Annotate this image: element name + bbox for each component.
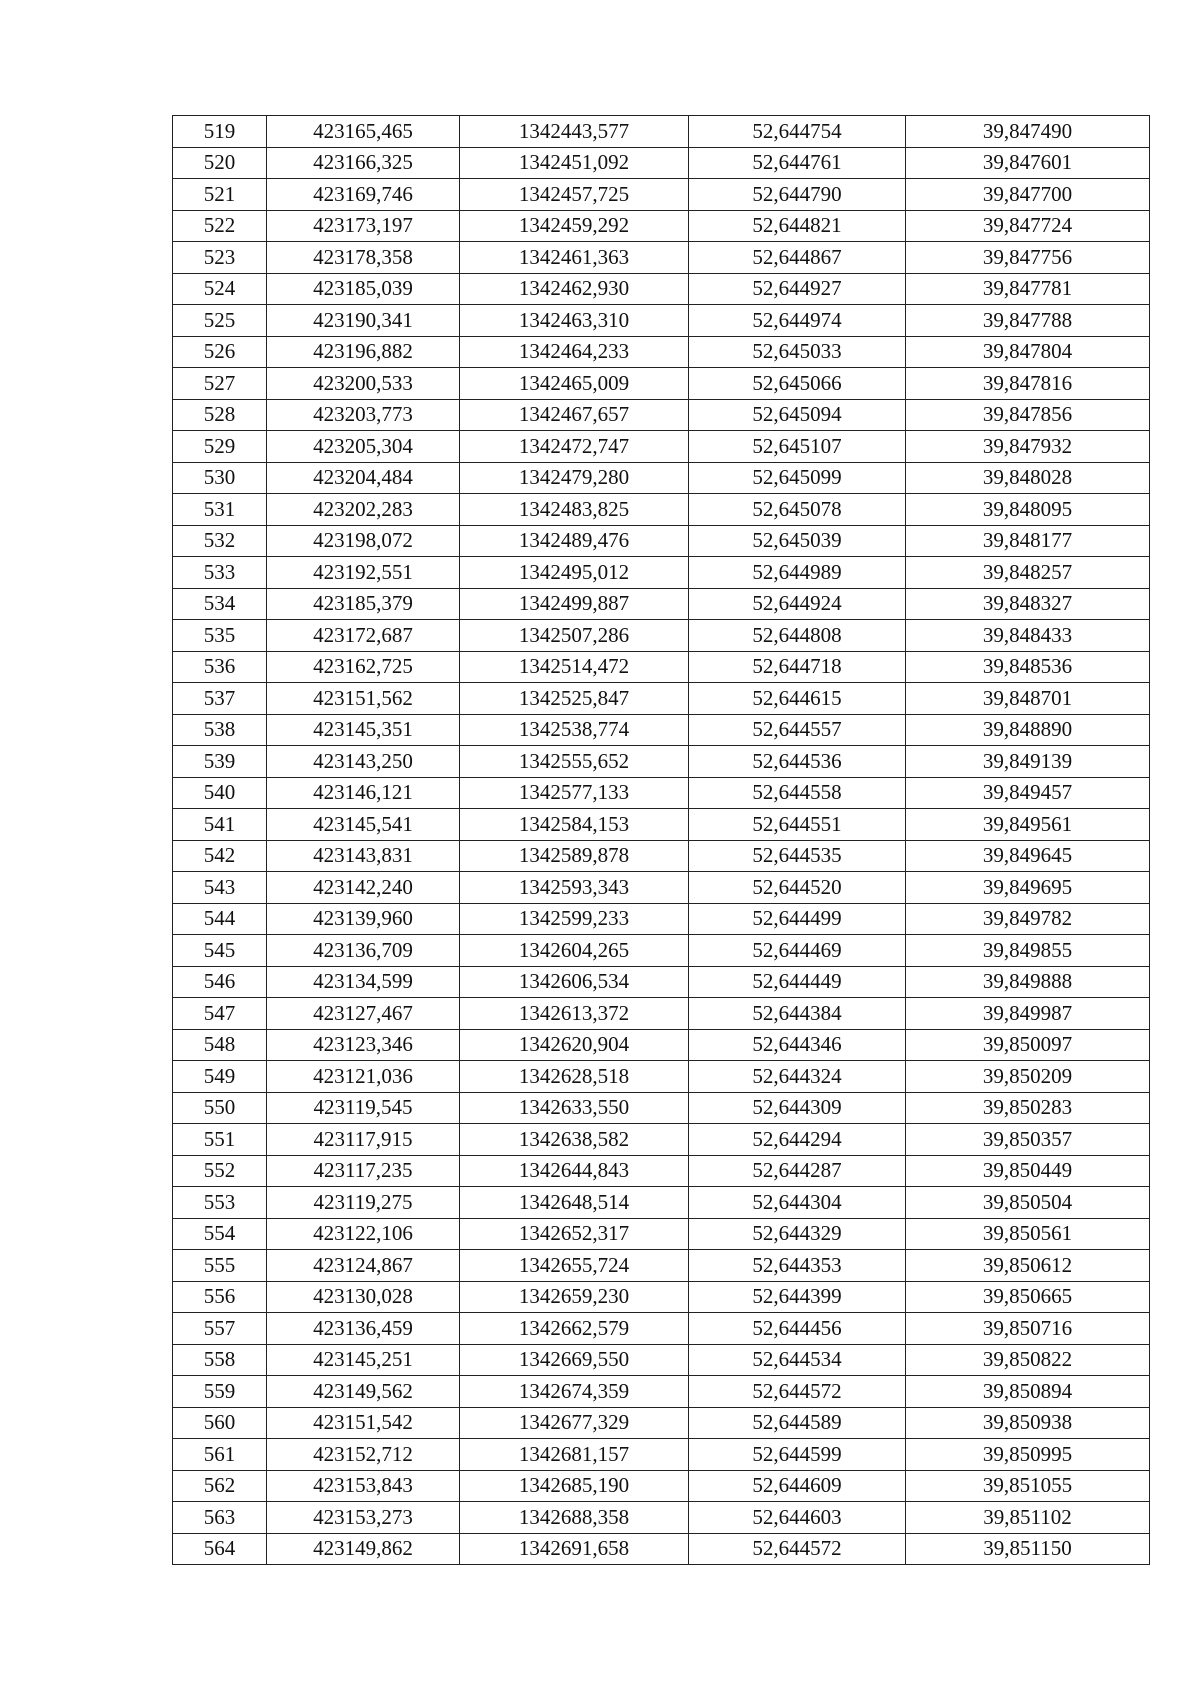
- latitude-cell: 52,644558: [689, 777, 906, 809]
- latitude-cell: 52,644557: [689, 714, 906, 746]
- x-coordinate-cell: 423200,533: [267, 368, 460, 400]
- y-coordinate-cell: 1342599,233: [460, 903, 689, 935]
- longitude-cell: 39,847700: [906, 179, 1150, 211]
- table-row: [173, 1376, 1150, 1408]
- table-row: [173, 1470, 1150, 1502]
- table-row: [173, 1218, 1150, 1250]
- latitude-cell: 52,645094: [689, 399, 906, 431]
- coordinates-table-body: [173, 116, 1150, 1565]
- longitude-cell: 39,850504: [906, 1187, 1150, 1219]
- table-row: [173, 210, 1150, 242]
- table-row: [173, 1029, 1150, 1061]
- y-coordinate-cell: 1342464,233: [460, 336, 689, 368]
- y-coordinate-cell: 1342662,579: [460, 1313, 689, 1345]
- longitude-cell: 39,850283: [906, 1092, 1150, 1124]
- latitude-cell: 52,645039: [689, 525, 906, 557]
- x-coordinate-cell: 423119,275: [267, 1187, 460, 1219]
- longitude-cell: 39,849561: [906, 809, 1150, 841]
- x-coordinate-cell: 423169,746: [267, 179, 460, 211]
- y-coordinate-cell: 1342489,476: [460, 525, 689, 557]
- coordinates-table: [172, 115, 1150, 1565]
- longitude-cell: 39,848433: [906, 620, 1150, 652]
- y-coordinate-cell: 1342633,550: [460, 1092, 689, 1124]
- point-number-cell: 525: [173, 305, 267, 337]
- latitude-cell: 52,644867: [689, 242, 906, 274]
- point-number-cell: 556: [173, 1281, 267, 1313]
- y-coordinate-cell: 1342677,329: [460, 1407, 689, 1439]
- latitude-cell: 52,645078: [689, 494, 906, 526]
- table-row: [173, 1439, 1150, 1471]
- table-row: [173, 1407, 1150, 1439]
- y-coordinate-cell: 1342555,652: [460, 746, 689, 778]
- table-row: [173, 147, 1150, 179]
- x-coordinate-cell: 423121,036: [267, 1061, 460, 1093]
- latitude-cell: 52,644353: [689, 1250, 906, 1282]
- table-row: [173, 336, 1150, 368]
- latitude-cell: 52,644520: [689, 872, 906, 904]
- x-coordinate-cell: 423151,562: [267, 683, 460, 715]
- latitude-cell: 52,644535: [689, 840, 906, 872]
- y-coordinate-cell: 1342606,534: [460, 966, 689, 998]
- x-coordinate-cell: 423134,599: [267, 966, 460, 998]
- y-coordinate-cell: 1342628,518: [460, 1061, 689, 1093]
- table-row: [173, 1155, 1150, 1187]
- x-coordinate-cell: 423136,709: [267, 935, 460, 967]
- point-number-cell: 541: [173, 809, 267, 841]
- latitude-cell: 52,644449: [689, 966, 906, 998]
- table-row: [173, 368, 1150, 400]
- x-coordinate-cell: 423203,773: [267, 399, 460, 431]
- table-row: [173, 1281, 1150, 1313]
- table-row: [173, 777, 1150, 809]
- table-row: [173, 273, 1150, 305]
- x-coordinate-cell: 423143,250: [267, 746, 460, 778]
- point-number-cell: 548: [173, 1029, 267, 1061]
- y-coordinate-cell: 1342461,363: [460, 242, 689, 274]
- longitude-cell: 39,849888: [906, 966, 1150, 998]
- table-row: [173, 966, 1150, 998]
- point-number-cell: 536: [173, 651, 267, 683]
- x-coordinate-cell: 423173,197: [267, 210, 460, 242]
- table-row: [173, 116, 1150, 148]
- point-number-cell: 526: [173, 336, 267, 368]
- y-coordinate-cell: 1342499,887: [460, 588, 689, 620]
- table-row: [173, 305, 1150, 337]
- table-row: [173, 431, 1150, 463]
- table-row: [173, 179, 1150, 211]
- point-number-cell: 540: [173, 777, 267, 809]
- latitude-cell: 52,644294: [689, 1124, 906, 1156]
- x-coordinate-cell: 423196,882: [267, 336, 460, 368]
- table-row: [173, 903, 1150, 935]
- latitude-cell: 52,644718: [689, 651, 906, 683]
- latitude-cell: 52,644609: [689, 1470, 906, 1502]
- y-coordinate-cell: 1342507,286: [460, 620, 689, 652]
- latitude-cell: 52,644589: [689, 1407, 906, 1439]
- latitude-cell: 52,644599: [689, 1439, 906, 1471]
- x-coordinate-cell: 423149,862: [267, 1533, 460, 1565]
- latitude-cell: 52,644469: [689, 935, 906, 967]
- x-coordinate-cell: 423205,304: [267, 431, 460, 463]
- y-coordinate-cell: 1342584,153: [460, 809, 689, 841]
- longitude-cell: 39,851102: [906, 1502, 1150, 1534]
- table-row: [173, 809, 1150, 841]
- point-number-cell: 538: [173, 714, 267, 746]
- longitude-cell: 39,849987: [906, 998, 1150, 1030]
- x-coordinate-cell: 423119,545: [267, 1092, 460, 1124]
- y-coordinate-cell: 1342655,724: [460, 1250, 689, 1282]
- latitude-cell: 52,644989: [689, 557, 906, 589]
- y-coordinate-cell: 1342465,009: [460, 368, 689, 400]
- y-coordinate-cell: 1342688,358: [460, 1502, 689, 1534]
- latitude-cell: 52,645033: [689, 336, 906, 368]
- latitude-cell: 52,644456: [689, 1313, 906, 1345]
- y-coordinate-cell: 1342451,092: [460, 147, 689, 179]
- longitude-cell: 39,848890: [906, 714, 1150, 746]
- latitude-cell: 52,644329: [689, 1218, 906, 1250]
- latitude-cell: 52,644924: [689, 588, 906, 620]
- longitude-cell: 39,849645: [906, 840, 1150, 872]
- longitude-cell: 39,847932: [906, 431, 1150, 463]
- y-coordinate-cell: 1342593,343: [460, 872, 689, 904]
- point-number-cell: 524: [173, 273, 267, 305]
- table-row: [173, 1124, 1150, 1156]
- point-number-cell: 549: [173, 1061, 267, 1093]
- point-number-cell: 535: [173, 620, 267, 652]
- table-row: [173, 714, 1150, 746]
- latitude-cell: 52,644603: [689, 1502, 906, 1534]
- latitude-cell: 52,644384: [689, 998, 906, 1030]
- point-number-cell: 560: [173, 1407, 267, 1439]
- x-coordinate-cell: 423178,358: [267, 242, 460, 274]
- y-coordinate-cell: 1342577,133: [460, 777, 689, 809]
- x-coordinate-cell: 423165,465: [267, 116, 460, 148]
- x-coordinate-cell: 423117,235: [267, 1155, 460, 1187]
- point-number-cell: 537: [173, 683, 267, 715]
- table-row: [173, 557, 1150, 589]
- point-number-cell: 523: [173, 242, 267, 274]
- table-row: [173, 872, 1150, 904]
- point-number-cell: 562: [173, 1470, 267, 1502]
- x-coordinate-cell: 423130,028: [267, 1281, 460, 1313]
- table-row: [173, 1187, 1150, 1219]
- table-row: [173, 399, 1150, 431]
- table-row: [173, 840, 1150, 872]
- point-number-cell: 564: [173, 1533, 267, 1565]
- x-coordinate-cell: 423185,379: [267, 588, 460, 620]
- point-number-cell: 529: [173, 431, 267, 463]
- x-coordinate-cell: 423198,072: [267, 525, 460, 557]
- point-number-cell: 539: [173, 746, 267, 778]
- longitude-cell: 39,848028: [906, 462, 1150, 494]
- latitude-cell: 52,644808: [689, 620, 906, 652]
- point-number-cell: 547: [173, 998, 267, 1030]
- latitude-cell: 52,644572: [689, 1533, 906, 1565]
- longitude-cell: 39,850097: [906, 1029, 1150, 1061]
- longitude-cell: 39,848536: [906, 651, 1150, 683]
- y-coordinate-cell: 1342463,310: [460, 305, 689, 337]
- longitude-cell: 39,848177: [906, 525, 1150, 557]
- point-number-cell: 551: [173, 1124, 267, 1156]
- point-number-cell: 542: [173, 840, 267, 872]
- longitude-cell: 39,847781: [906, 273, 1150, 305]
- x-coordinate-cell: 423142,240: [267, 872, 460, 904]
- y-coordinate-cell: 1342538,774: [460, 714, 689, 746]
- point-number-cell: 528: [173, 399, 267, 431]
- latitude-cell: 52,644572: [689, 1376, 906, 1408]
- table-row: [173, 525, 1150, 557]
- x-coordinate-cell: 423190,341: [267, 305, 460, 337]
- longitude-cell: 39,847816: [906, 368, 1150, 400]
- longitude-cell: 39,850449: [906, 1155, 1150, 1187]
- longitude-cell: 39,848095: [906, 494, 1150, 526]
- y-coordinate-cell: 1342685,190: [460, 1470, 689, 1502]
- table-row: [173, 494, 1150, 526]
- y-coordinate-cell: 1342514,472: [460, 651, 689, 683]
- point-number-cell: 552: [173, 1155, 267, 1187]
- latitude-cell: 52,644821: [689, 210, 906, 242]
- longitude-cell: 39,847856: [906, 399, 1150, 431]
- point-number-cell: 527: [173, 368, 267, 400]
- x-coordinate-cell: 423185,039: [267, 273, 460, 305]
- x-coordinate-cell: 423123,346: [267, 1029, 460, 1061]
- point-number-cell: 531: [173, 494, 267, 526]
- table-row: [173, 588, 1150, 620]
- point-number-cell: 532: [173, 525, 267, 557]
- longitude-cell: 39,850894: [906, 1376, 1150, 1408]
- latitude-cell: 52,644346: [689, 1029, 906, 1061]
- x-coordinate-cell: 423192,551: [267, 557, 460, 589]
- latitude-cell: 52,644536: [689, 746, 906, 778]
- x-coordinate-cell: 423145,541: [267, 809, 460, 841]
- latitude-cell: 52,644551: [689, 809, 906, 841]
- y-coordinate-cell: 1342479,280: [460, 462, 689, 494]
- longitude-cell: 39,848701: [906, 683, 1150, 715]
- point-number-cell: 533: [173, 557, 267, 589]
- point-number-cell: 554: [173, 1218, 267, 1250]
- point-number-cell: 558: [173, 1344, 267, 1376]
- longitude-cell: 39,849782: [906, 903, 1150, 935]
- y-coordinate-cell: 1342467,657: [460, 399, 689, 431]
- latitude-cell: 52,645099: [689, 462, 906, 494]
- x-coordinate-cell: 423149,562: [267, 1376, 460, 1408]
- latitude-cell: 52,644761: [689, 147, 906, 179]
- y-coordinate-cell: 1342659,230: [460, 1281, 689, 1313]
- table-row: [173, 1344, 1150, 1376]
- longitude-cell: 39,848327: [906, 588, 1150, 620]
- longitude-cell: 39,850209: [906, 1061, 1150, 1093]
- x-coordinate-cell: 423117,915: [267, 1124, 460, 1156]
- y-coordinate-cell: 1342589,878: [460, 840, 689, 872]
- x-coordinate-cell: 423162,725: [267, 651, 460, 683]
- latitude-cell: 52,644974: [689, 305, 906, 337]
- table-row: [173, 620, 1150, 652]
- latitude-cell: 52,644287: [689, 1155, 906, 1187]
- longitude-cell: 39,849855: [906, 935, 1150, 967]
- y-coordinate-cell: 1342525,847: [460, 683, 689, 715]
- y-coordinate-cell: 1342620,904: [460, 1029, 689, 1061]
- longitude-cell: 39,848257: [906, 557, 1150, 589]
- x-coordinate-cell: 423146,121: [267, 777, 460, 809]
- y-coordinate-cell: 1342443,577: [460, 116, 689, 148]
- y-coordinate-cell: 1342472,747: [460, 431, 689, 463]
- x-coordinate-cell: 423145,351: [267, 714, 460, 746]
- latitude-cell: 52,644304: [689, 1187, 906, 1219]
- table-row: [173, 242, 1150, 274]
- point-number-cell: 522: [173, 210, 267, 242]
- point-number-cell: 519: [173, 116, 267, 148]
- point-number-cell: 546: [173, 966, 267, 998]
- point-number-cell: 557: [173, 1313, 267, 1345]
- x-coordinate-cell: 423153,273: [267, 1502, 460, 1534]
- longitude-cell: 39,847724: [906, 210, 1150, 242]
- point-number-cell: 563: [173, 1502, 267, 1534]
- latitude-cell: 52,644927: [689, 273, 906, 305]
- table-row: [173, 462, 1150, 494]
- y-coordinate-cell: 1342638,582: [460, 1124, 689, 1156]
- point-number-cell: 520: [173, 147, 267, 179]
- table-row: [173, 935, 1150, 967]
- y-coordinate-cell: 1342669,550: [460, 1344, 689, 1376]
- x-coordinate-cell: 423124,867: [267, 1250, 460, 1282]
- longitude-cell: 39,850716: [906, 1313, 1150, 1345]
- longitude-cell: 39,850612: [906, 1250, 1150, 1282]
- longitude-cell: 39,851055: [906, 1470, 1150, 1502]
- longitude-cell: 39,849457: [906, 777, 1150, 809]
- latitude-cell: 52,644754: [689, 116, 906, 148]
- table-row: [173, 1061, 1150, 1093]
- point-number-cell: 553: [173, 1187, 267, 1219]
- x-coordinate-cell: 423153,843: [267, 1470, 460, 1502]
- x-coordinate-cell: 423166,325: [267, 147, 460, 179]
- point-number-cell: 543: [173, 872, 267, 904]
- point-number-cell: 534: [173, 588, 267, 620]
- y-coordinate-cell: 1342462,930: [460, 273, 689, 305]
- point-number-cell: 545: [173, 935, 267, 967]
- y-coordinate-cell: 1342483,825: [460, 494, 689, 526]
- x-coordinate-cell: 423152,712: [267, 1439, 460, 1471]
- x-coordinate-cell: 423172,687: [267, 620, 460, 652]
- y-coordinate-cell: 1342648,514: [460, 1187, 689, 1219]
- latitude-cell: 52,644399: [689, 1281, 906, 1313]
- longitude-cell: 39,849695: [906, 872, 1150, 904]
- x-coordinate-cell: 423143,831: [267, 840, 460, 872]
- latitude-cell: 52,644499: [689, 903, 906, 935]
- longitude-cell: 39,850938: [906, 1407, 1150, 1439]
- y-coordinate-cell: 1342457,725: [460, 179, 689, 211]
- x-coordinate-cell: 423136,459: [267, 1313, 460, 1345]
- longitude-cell: 39,850822: [906, 1344, 1150, 1376]
- latitude-cell: 52,645107: [689, 431, 906, 463]
- y-coordinate-cell: 1342495,012: [460, 557, 689, 589]
- table-row: [173, 683, 1150, 715]
- longitude-cell: 39,851150: [906, 1533, 1150, 1565]
- latitude-cell: 52,644309: [689, 1092, 906, 1124]
- y-coordinate-cell: 1342681,157: [460, 1439, 689, 1471]
- x-coordinate-cell: 423204,484: [267, 462, 460, 494]
- x-coordinate-cell: 423151,542: [267, 1407, 460, 1439]
- table-row: [173, 1533, 1150, 1565]
- longitude-cell: 39,850357: [906, 1124, 1150, 1156]
- latitude-cell: 52,645066: [689, 368, 906, 400]
- table-row: [173, 1092, 1150, 1124]
- point-number-cell: 544: [173, 903, 267, 935]
- table-row: [173, 1313, 1150, 1345]
- y-coordinate-cell: 1342674,359: [460, 1376, 689, 1408]
- y-coordinate-cell: 1342652,317: [460, 1218, 689, 1250]
- longitude-cell: 39,850561: [906, 1218, 1150, 1250]
- latitude-cell: 52,644790: [689, 179, 906, 211]
- latitude-cell: 52,644615: [689, 683, 906, 715]
- point-number-cell: 559: [173, 1376, 267, 1408]
- table-row: [173, 998, 1150, 1030]
- latitude-cell: 52,644324: [689, 1061, 906, 1093]
- point-number-cell: 561: [173, 1439, 267, 1471]
- table-row: [173, 746, 1150, 778]
- x-coordinate-cell: 423122,106: [267, 1218, 460, 1250]
- x-coordinate-cell: 423139,960: [267, 903, 460, 935]
- point-number-cell: 521: [173, 179, 267, 211]
- table-row: [173, 1250, 1150, 1282]
- longitude-cell: 39,850995: [906, 1439, 1150, 1471]
- longitude-cell: 39,847601: [906, 147, 1150, 179]
- table-row: [173, 1502, 1150, 1534]
- longitude-cell: 39,849139: [906, 746, 1150, 778]
- y-coordinate-cell: 1342613,372: [460, 998, 689, 1030]
- latitude-cell: 52,644534: [689, 1344, 906, 1376]
- table-row: [173, 651, 1150, 683]
- y-coordinate-cell: 1342604,265: [460, 935, 689, 967]
- longitude-cell: 39,847756: [906, 242, 1150, 274]
- point-number-cell: 555: [173, 1250, 267, 1282]
- y-coordinate-cell: 1342459,292: [460, 210, 689, 242]
- longitude-cell: 39,847804: [906, 336, 1150, 368]
- longitude-cell: 39,850665: [906, 1281, 1150, 1313]
- longitude-cell: 39,847490: [906, 116, 1150, 148]
- point-number-cell: 530: [173, 462, 267, 494]
- x-coordinate-cell: 423202,283: [267, 494, 460, 526]
- x-coordinate-cell: 423145,251: [267, 1344, 460, 1376]
- x-coordinate-cell: 423127,467: [267, 998, 460, 1030]
- longitude-cell: 39,847788: [906, 305, 1150, 337]
- y-coordinate-cell: 1342644,843: [460, 1155, 689, 1187]
- y-coordinate-cell: 1342691,658: [460, 1533, 689, 1565]
- point-number-cell: 550: [173, 1092, 267, 1124]
